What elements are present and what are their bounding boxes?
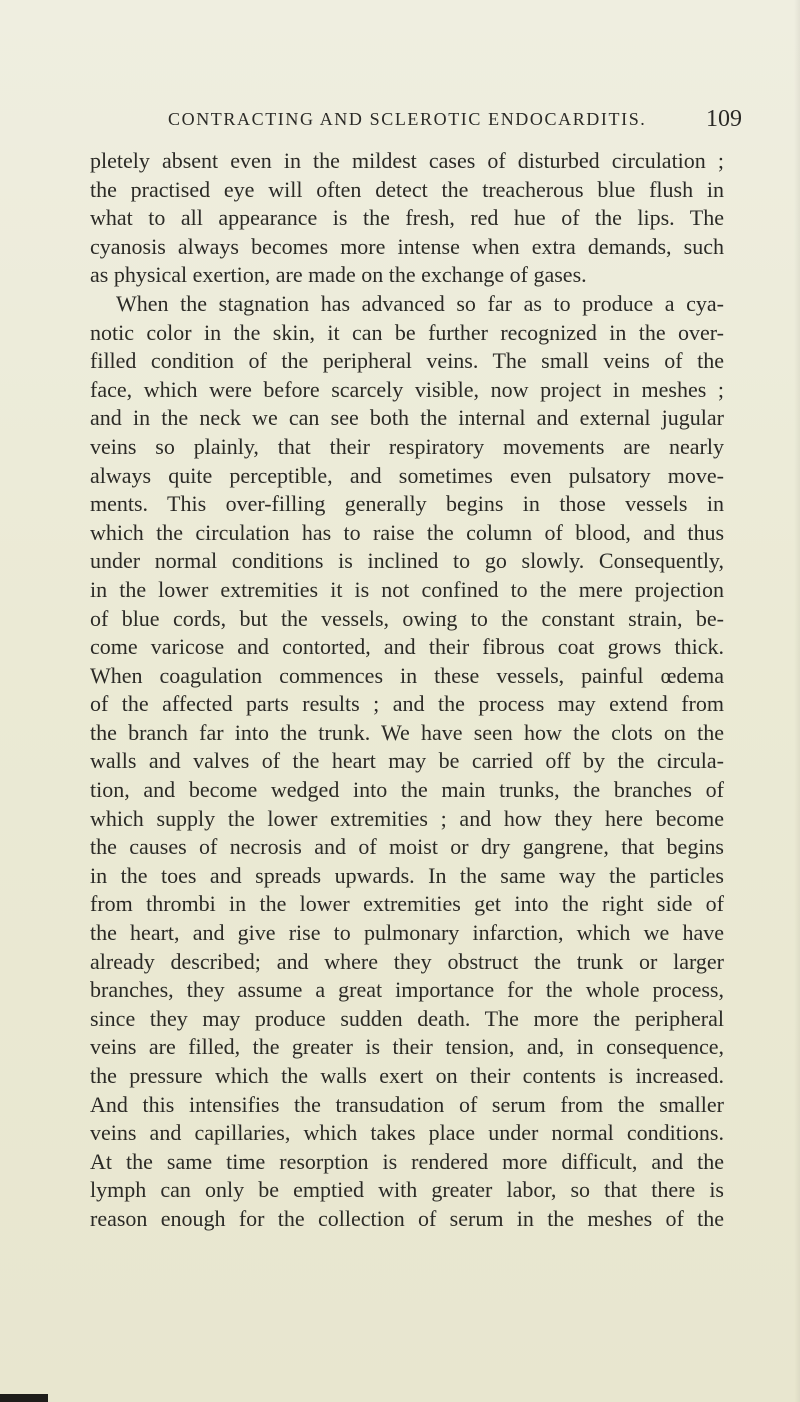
- text-line: lymph can only be emptied with greater labor, so that there is: [90, 1177, 724, 1203]
- text-line: already described; and where they obstruct the trunk or larger: [90, 948, 724, 974]
- text-line: which the circulation has to raise the column of blood, and thus: [90, 519, 724, 545]
- text-line: walls and valves of the heart may be carried off by the circula-: [90, 748, 724, 774]
- text-line: And this intensifies the transudation of serum from the smaller: [90, 1091, 724, 1117]
- text-line: which supply the lower extremities ; and how they here become: [90, 805, 724, 831]
- text-line: from thrombi in the lower extremities get into the right side of: [90, 891, 724, 917]
- running-header: [0, 104, 800, 134]
- text-line: under normal conditions is inclined to go slowly. Consequently,: [90, 548, 724, 574]
- text-line: the branch far into the trunk. We have seen how the clots on the: [90, 719, 724, 745]
- text-line: since they may produce sudden death. The more the peripheral: [90, 1005, 724, 1031]
- text-line: as physical exertion, are made on the exchange of gases.: [90, 262, 587, 288]
- text-line: tion, and become wedged into the main trunks, the branches of: [90, 777, 724, 803]
- text-line: the pressure which the walls exert on their contents is increased.: [90, 1063, 724, 1088]
- text-line: filled condition of the peripheral veins. The small veins of the: [90, 348, 724, 374]
- text-line: what to all appearance is the fresh, red hue of the lips. The: [90, 205, 724, 231]
- text-line: the causes of necrosis and of moist or dry gangrene, that begins: [90, 834, 724, 860]
- text-line: always quite perceptible, and sometimes even pulsatory move-: [90, 462, 724, 488]
- text-line: notic color in the skin, it can be further recognized in the over-: [90, 319, 724, 345]
- text-line: At the same time resorption is rendered more difficult, and the: [90, 1148, 724, 1174]
- text-line: of blue cords, but the vessels, owing to the constant strain, be-: [90, 605, 724, 631]
- text-line: When coagulation commences in these vessels, painful œdema: [90, 662, 724, 688]
- text-line: the practised eye will often detect the treacherous blue flush in: [90, 176, 724, 202]
- text-line: the heart, and give rise to pulmonary infarction, which we have: [90, 920, 724, 946]
- text-line: veins and capillaries, which takes place under normal conditions.: [90, 1120, 724, 1146]
- text-line: of the affected parts results ; and the process may extend from: [90, 691, 724, 717]
- text-line: When the stagnation has advanced so far as to produce a cya-: [116, 290, 724, 316]
- text-line: reason enough for the collection of serum in the meshes of the: [90, 1205, 724, 1231]
- text-line: in the toes and spreads upwards. In the same way the particles: [90, 862, 724, 888]
- text-line: and in the neck we can see both the internal and external jugular: [90, 405, 724, 431]
- page-corner-mark: [0, 1394, 48, 1402]
- text-line: in the lower extremities it is not confined to the mere projection: [90, 576, 724, 602]
- running-title: CONTRACTING AND SCLEROTIC ENDOCARDITIS.: [168, 109, 647, 129]
- text-line: face, which were before scarcely visible, now project in meshes ;: [90, 376, 724, 402]
- text-line: ments. This over-filling generally begins in those vessels in: [90, 491, 724, 517]
- page-edge-shadow: [794, 0, 800, 1402]
- text-line: come varicose and contorted, and their fibrous coat grows thick.: [90, 634, 724, 660]
- text-line: pletely absent even in the mildest cases of disturbed circulation ;: [90, 148, 724, 173]
- text-line: cyanosis always becomes more intense when extra demands, such: [90, 233, 724, 259]
- body-text: [90, 147, 724, 1234]
- text-line: veins are filled, the greater is their tension, and, in consequence,: [90, 1034, 724, 1060]
- page-number: 109: [706, 106, 742, 132]
- text-line: veins so plainly, that their respiratory movements are nearly: [90, 433, 724, 459]
- text-line: branches, they assume a great importance for the whole process,: [90, 977, 724, 1003]
